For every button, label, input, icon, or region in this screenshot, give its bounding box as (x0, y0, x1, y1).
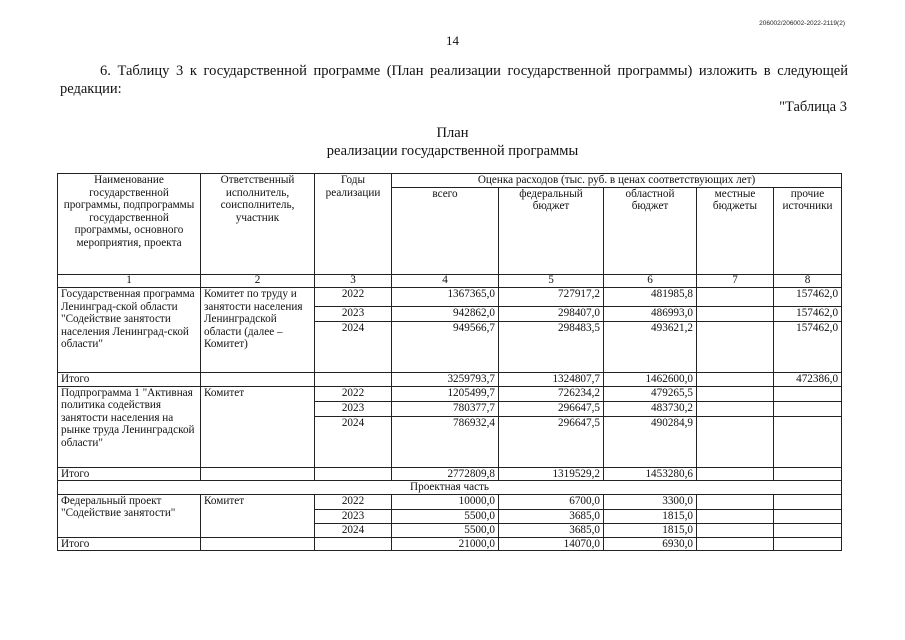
federal-cell: 14070,0 (499, 537, 604, 551)
header-local: местные бюджеты (697, 187, 774, 274)
federal-cell: 1319529,2 (499, 467, 604, 481)
table-title: План (436, 125, 469, 141)
subprogram-executor: Комитет (201, 386, 315, 467)
other-cell (774, 509, 842, 523)
amendment-paragraph: 6. Таблицу 3 к государственной программе (План реализации государственной программы) изложить в следующей редакции: (60, 63, 848, 97)
other-cell (774, 494, 842, 509)
year-cell: 2023 (315, 307, 392, 322)
empty-cell (315, 373, 392, 387)
federal-cell: 726234,2 (499, 386, 604, 401)
table-row (58, 494, 842, 509)
plan-table (57, 173, 842, 551)
other-cell: 472386,0 (774, 373, 842, 387)
table-row (58, 386, 842, 401)
year-cell: 2023 (315, 509, 392, 523)
regional-cell: 483730,2 (604, 401, 697, 416)
header-federal: федеральный бюджет (499, 187, 604, 274)
empty-cell (201, 467, 315, 481)
header-name: Наименование государственной программы, подпрограммы государственной программы, основного мероприятия, проекта (58, 174, 201, 275)
itogo-label: Итого (58, 373, 201, 387)
itogo-row (58, 373, 842, 387)
regional-cell: 481985,8 (604, 288, 697, 307)
year-cell: 2022 (315, 288, 392, 307)
program-executor: Комитет по труду и занятости населения Ленинградской области (далее – Комитет) (201, 288, 315, 373)
other-cell (774, 401, 842, 416)
project-section-heading: Проектная часть (58, 481, 842, 495)
other-cell (774, 467, 842, 481)
regional-cell: 1815,0 (604, 523, 697, 537)
local-cell (697, 322, 774, 373)
total-cell: 1205499,7 (392, 386, 499, 401)
total-cell: 786932,4 (392, 416, 499, 467)
other-cell: 157462,0 (774, 288, 842, 307)
header-total: всего (392, 187, 499, 274)
federal-cell: 296647,5 (499, 416, 604, 467)
empty-cell (315, 467, 392, 481)
regional-cell: 1462600,0 (604, 373, 697, 387)
total-cell: 2772809,8 (392, 467, 499, 481)
year-cell: 2023 (315, 401, 392, 416)
itogo-label: Итого (58, 467, 201, 481)
local-cell (697, 373, 774, 387)
federal-cell: 296647,5 (499, 401, 604, 416)
other-cell: 157462,0 (774, 322, 842, 373)
project-executor: Комитет (201, 494, 315, 537)
regional-cell: 486993,0 (604, 307, 697, 322)
program-name: Государственная программа Ленинград-ской области "Содействие занятости населения Ленинград-ской области" (58, 288, 201, 373)
col-num: 5 (499, 275, 604, 288)
local-cell (697, 537, 774, 551)
itogo-row (58, 467, 842, 481)
local-cell (697, 386, 774, 401)
regional-cell: 3300,0 (604, 494, 697, 509)
year-cell: 2024 (315, 416, 392, 467)
total-cell: 5500,0 (392, 509, 499, 523)
local-cell (697, 416, 774, 467)
project-name: Федеральный проект "Содействие занятости" (58, 494, 201, 537)
document-id: 206002/206002-2022-2119(2) (759, 20, 845, 27)
local-cell (697, 401, 774, 416)
other-cell (774, 386, 842, 401)
table-label: "Таблица 3 (779, 99, 847, 115)
federal-cell: 6700,0 (499, 494, 604, 509)
regional-cell: 1453280,6 (604, 467, 697, 481)
regional-cell: 479265,5 (604, 386, 697, 401)
header-executor: Ответственный исполнитель, соисполнитель, участник (201, 174, 315, 275)
other-cell (774, 416, 842, 467)
local-cell (697, 288, 774, 307)
header-expenses: Оценка расходов (тыс. руб. в ценах соответствующих лет) (392, 174, 842, 188)
page-number: 14 (446, 33, 459, 48)
table-subtitle: реализации государственной программы (326, 143, 579, 159)
federal-cell: 298407,0 (499, 307, 604, 322)
year-cell: 2024 (315, 523, 392, 537)
federal-cell: 3685,0 (499, 509, 604, 523)
col-num: 4 (392, 275, 499, 288)
total-cell: 949566,7 (392, 322, 499, 373)
regional-cell: 6930,0 (604, 537, 697, 551)
regional-cell: 493621,2 (604, 322, 697, 373)
header-regional: областной бюджет (604, 187, 697, 274)
federal-cell: 1324807,7 (499, 373, 604, 387)
total-cell: 1367365,0 (392, 288, 499, 307)
header-years: Годы реализации (315, 174, 392, 275)
empty-cell (315, 537, 392, 551)
year-cell: 2022 (315, 386, 392, 401)
total-cell: 10000,0 (392, 494, 499, 509)
year-cell: 2022 (315, 494, 392, 509)
other-cell: 157462,0 (774, 307, 842, 322)
col-num: 8 (774, 275, 842, 288)
total-cell: 780377,7 (392, 401, 499, 416)
year-cell: 2024 (315, 322, 392, 373)
total-cell: 5500,0 (392, 523, 499, 537)
col-num: 2 (201, 275, 315, 288)
local-cell (697, 523, 774, 537)
itogo-row (58, 537, 842, 551)
col-num: 7 (697, 275, 774, 288)
col-num: 3 (315, 275, 392, 288)
local-cell (697, 509, 774, 523)
column-number-row (58, 275, 842, 288)
header-row (58, 174, 842, 188)
total-cell: 942862,0 (392, 307, 499, 322)
header-other: прочие источники (774, 187, 842, 274)
section-row (58, 481, 842, 495)
other-cell (774, 537, 842, 551)
regional-cell: 490284,9 (604, 416, 697, 467)
local-cell (697, 494, 774, 509)
empty-cell (201, 537, 315, 551)
subprogram-name: Подпрограмма 1 "Активная политика содействия занятости населения на рынке труда Ленинградской области" (58, 386, 201, 467)
federal-cell: 727917,2 (499, 288, 604, 307)
federal-cell: 298483,5 (499, 322, 604, 373)
regional-cell: 1815,0 (604, 509, 697, 523)
col-num: 1 (58, 275, 201, 288)
itogo-label: Итого (58, 537, 201, 551)
local-cell (697, 467, 774, 481)
col-num: 6 (604, 275, 697, 288)
total-cell: 21000,0 (392, 537, 499, 551)
total-cell: 3259793,7 (392, 373, 499, 387)
table-row (58, 288, 842, 307)
empty-cell (201, 373, 315, 387)
federal-cell: 3685,0 (499, 523, 604, 537)
local-cell (697, 307, 774, 322)
other-cell (774, 523, 842, 537)
